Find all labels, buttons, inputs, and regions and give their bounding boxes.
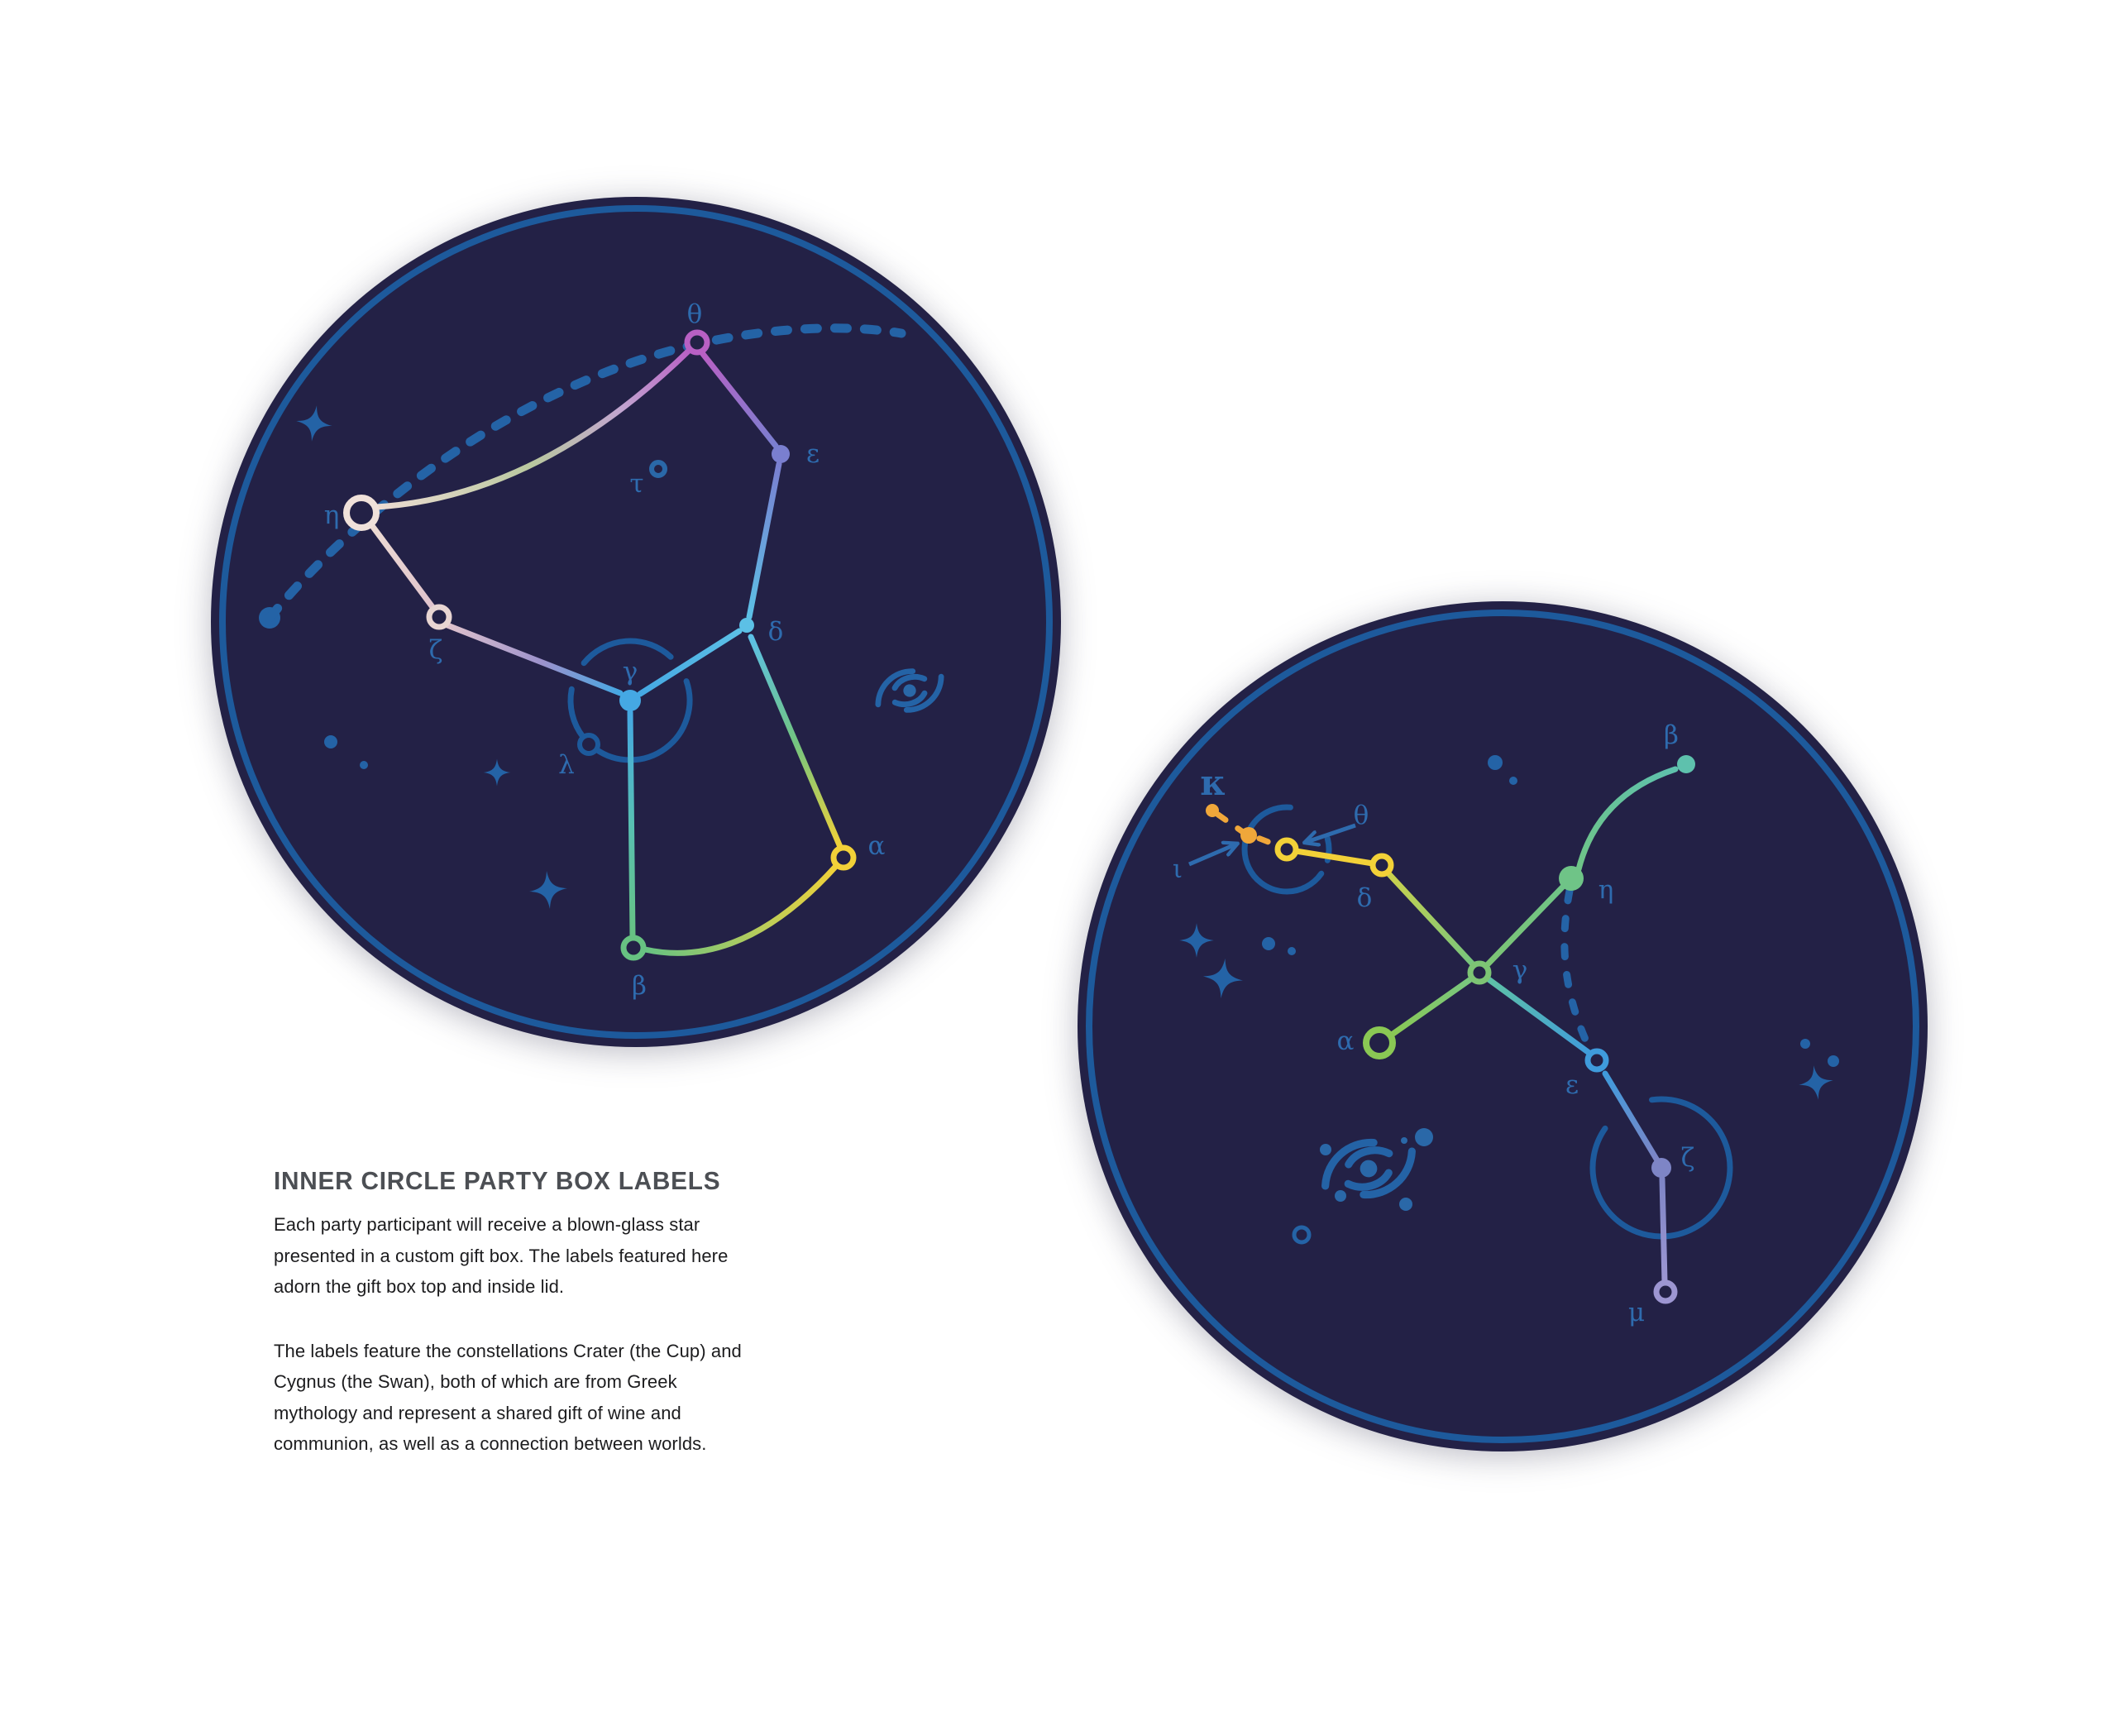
label-delta: δ: [767, 617, 784, 647]
star-eta: [346, 498, 376, 528]
star-dot: [1509, 777, 1517, 785]
label-alpha: α: [867, 831, 886, 861]
star-beta: [1677, 755, 1695, 773]
label-gamma: γ: [1512, 955, 1528, 985]
label-delta: δ: [1356, 883, 1373, 913]
star-gamma: [619, 690, 641, 711]
label-epsilon: ε: [805, 439, 820, 469]
star-dot: [1800, 1039, 1810, 1049]
star-theta: [687, 332, 707, 352]
star-dot: [1320, 1144, 1331, 1155]
paragraph-line: adorn the gift box top and inside lid.: [274, 1276, 565, 1297]
star-zeta: [429, 607, 449, 627]
star-dot: [1288, 947, 1296, 955]
label-gamma: γ: [622, 657, 638, 686]
label-eta: η: [1598, 875, 1614, 905]
star-mu: [1656, 1283, 1675, 1301]
paragraph-1: [274, 1209, 869, 1303]
star-beta: [624, 938, 643, 958]
star-kappa: [1206, 804, 1219, 817]
star-dot: [1262, 937, 1275, 950]
paragraph-2: [274, 1336, 869, 1460]
star-dot: [324, 735, 337, 748]
star-dot: [360, 761, 368, 769]
star-lambda: [580, 735, 598, 753]
label-zeta: ζ: [1680, 1143, 1695, 1173]
label-iota: ι: [1172, 854, 1183, 884]
star-dot: [1401, 1137, 1407, 1144]
label-epsilon: ε: [1565, 1070, 1579, 1100]
label-beta: β: [1664, 720, 1679, 750]
label-eta: η: [323, 500, 340, 530]
sticker-base: [1078, 601, 1928, 1451]
star-dot: [1399, 1198, 1412, 1211]
star-alpha: [1366, 1030, 1393, 1056]
star-iota: [1240, 827, 1257, 844]
sticker-cup-label: [206, 192, 1066, 1052]
sticker-base: [211, 197, 1061, 1047]
line-zeta-mu: [1662, 1179, 1665, 1282]
paragraph-line: Cygnus (the Swan), both of which are from Greek: [274, 1371, 677, 1392]
paragraph-line: mythology and represent a shared gift of wine and: [274, 1402, 681, 1423]
page-title: INNER CIRCLE PARTY BOX LABELS: [274, 1166, 721, 1195]
star-delta: [739, 618, 754, 633]
label-zeta: ζ: [428, 635, 443, 665]
star-tau: [652, 462, 665, 476]
star-dot: [1415, 1128, 1433, 1146]
label-tau: τ: [629, 469, 644, 499]
label-lambda: λ: [558, 750, 575, 780]
paragraph-line: presented in a custom gift box. The labels featured here: [274, 1245, 729, 1266]
star-epsilon: [772, 445, 790, 463]
label-kappa: κ: [1200, 763, 1226, 803]
star-zeta: [1651, 1158, 1671, 1178]
paragraph-line: Each party participant will receive a blown-glass star: [274, 1214, 700, 1235]
star-dot: [1488, 755, 1503, 770]
label-theta: θ: [1353, 801, 1369, 830]
star-dot: [1828, 1055, 1839, 1067]
star-alpha: [834, 848, 853, 868]
star-theta: [1278, 840, 1296, 858]
label-mu: μ: [1627, 1298, 1646, 1327]
sticker-swan-label: [1073, 596, 1933, 1456]
line-gamma-beta: [630, 712, 633, 937]
star-dot: [1335, 1190, 1346, 1202]
label-beta: β: [632, 971, 647, 1001]
paragraph-line: communion, as well as a connection between worlds.: [274, 1433, 707, 1454]
star-eta: [1559, 866, 1584, 891]
star-epsilon: [1588, 1051, 1606, 1069]
star-gamma: [1470, 964, 1489, 982]
paragraph-line: The labels feature the constellations Crater (the Cup) and: [274, 1340, 742, 1361]
label-alpha: α: [1336, 1026, 1355, 1056]
star-delta: [1373, 856, 1391, 874]
caption-block: [274, 1166, 869, 1460]
label-theta: θ: [686, 299, 703, 329]
